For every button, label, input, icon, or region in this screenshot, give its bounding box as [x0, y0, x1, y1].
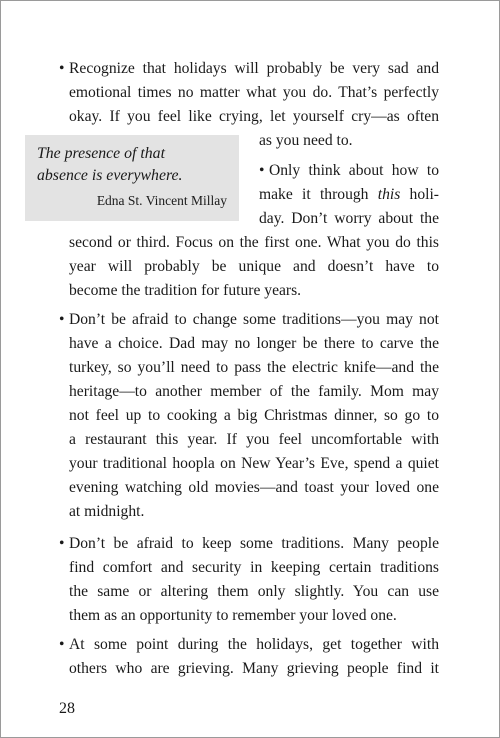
- text-line: emotional times no matter what you do. That’s perfectly: [69, 84, 439, 101]
- text-line: have a choice. Dad may no longer be there to carve the: [69, 335, 439, 352]
- text-line: • Don’t be afraid to keep some traditions. Many people: [59, 532, 439, 556]
- text-line: become the tradition for future years.: [69, 282, 302, 299]
- bullet-marker: •: [59, 60, 65, 77]
- text-line: not feel up to cooking a big Christmas dinner, so go to: [69, 407, 439, 424]
- bullet-marker: •: [59, 535, 65, 552]
- bullet-marker: •: [59, 636, 65, 653]
- text-line: make it through this holi-: [259, 186, 439, 203]
- text-line: turkey, so you’ll need to pass the electric knife—and the: [69, 359, 439, 376]
- text-line: your traditional hoopla on New Year’s Eve, spend a quiet: [69, 455, 439, 472]
- bullet-paragraph-5: [59, 633, 439, 681]
- bullet-marker: •: [59, 311, 65, 328]
- text-line: • Only think about how to: [259, 159, 439, 183]
- text-line: second or third. Focus on the first one. What you do this: [69, 234, 439, 251]
- bullet-paragraph-1: [59, 57, 439, 129]
- text-line: others who are grieving. Many grieving people find it: [69, 660, 439, 677]
- text-line: as you need to.: [259, 132, 353, 149]
- text-line: at midnight.: [69, 503, 145, 520]
- pull-quote: [25, 135, 239, 221]
- bullet-paragraph-2: [59, 231, 439, 303]
- bullet-paragraph-3: [59, 308, 439, 524]
- text-line: heritage—to another member of the family. Mom may: [69, 383, 439, 400]
- text-line: evening watching old movies—and toast your loved one: [69, 479, 439, 496]
- quote-author: Edna St. Vincent Millay: [96, 193, 227, 208]
- text-line: find comfort and security in keeping certain traditions: [69, 559, 439, 576]
- text-line: • Don’t be afraid to change some traditions—you may not: [59, 308, 439, 332]
- text-line: them as an opportunity to remember your loved one.: [69, 607, 397, 624]
- text-line: • At some point during the holidays, get together with: [59, 633, 439, 657]
- bullet-paragraph-4: [59, 532, 439, 628]
- text-line: a restaurant this year. If you feel uncomfortable with: [69, 431, 439, 448]
- text-line: day. Don’t worry about the: [259, 210, 439, 227]
- quote-line: The presence of that: [37, 145, 165, 162]
- text-line: year will probably be unique and doesn’t have to: [69, 258, 439, 275]
- text-line: okay. If you feel like crying, let yourself cry—as often: [69, 108, 439, 125]
- text-line: the same or altering them only slightly. You can use: [69, 583, 439, 600]
- text-line: • Recognize that holidays will probably be very sad and: [59, 57, 439, 81]
- bullet-marker: •: [259, 162, 265, 179]
- bullet-paragraph-1-end: [259, 129, 439, 153]
- page-number: 28: [59, 700, 75, 717]
- bullet-paragraph-2-wrap: [259, 159, 439, 231]
- quote-line: absence is everywhere.: [37, 167, 183, 184]
